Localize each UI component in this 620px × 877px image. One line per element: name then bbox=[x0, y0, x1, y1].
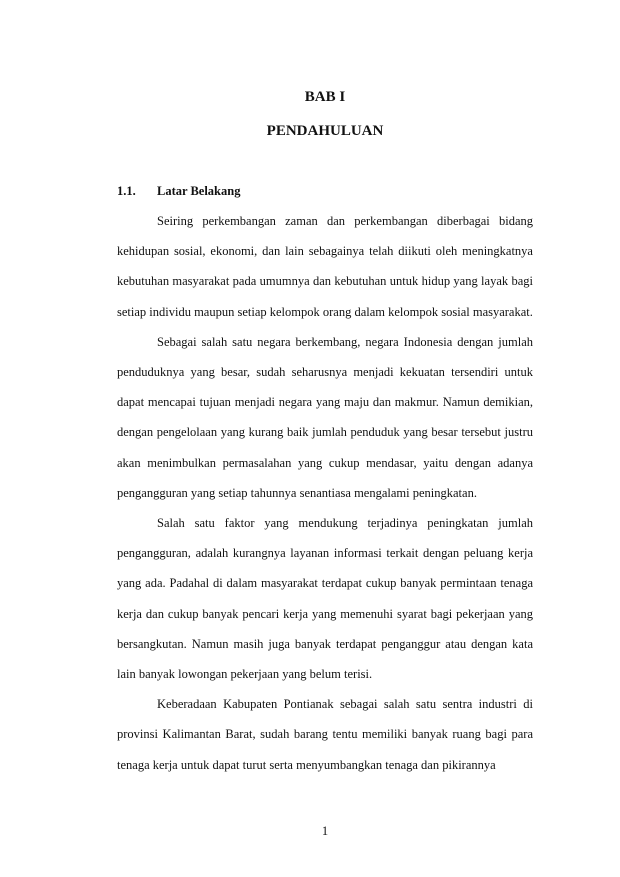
paragraph: Salah satu faktor yang mendukung terjadinya peningkatan jumlah pengangguran, adalah kurangnya layanan informasi terkait dengan peluang kerja yang ada. Padahal di dalam masyarakat terdapat cukup banyak permintaan tenaga kerja dan cukup banyak pencari kerja yang memenuhi syarat bagi pekerjaan yang bersangkutan. Namun masih juga banyak terdapat penganggur atau dengan kata lain banyak lowongan pekerjaan yang belum terisi. bbox=[117, 516, 533, 682]
paragraph: Keberadaan Kabupaten Pontianak sebagai salah satu sentra industri di provinsi Kalimantan Barat, sudah barang tentu memiliki banyak ruang bagi para tenaga kerja untuk dapat turut serta menyumbangkan tenaga dan pikirannya bbox=[117, 697, 533, 772]
body-text bbox=[117, 206, 533, 780]
chapter-number: BAB I bbox=[304, 89, 346, 105]
section-number: 1.1. bbox=[117, 184, 136, 198]
chapter-title: PENDAHULUAN bbox=[266, 123, 384, 139]
page-number: 1 bbox=[321, 824, 329, 838]
section-title: Latar Belakang bbox=[157, 184, 241, 198]
paragraph: Seiring perkembangan zaman dan perkembangan diberbagai bidang kehidupan sosial, ekonomi, dan lain sebagainya telah diikuti oleh meningkatnya kebutuhan masyarakat pada umumnya dan kebutuhan untuk hidup yang layak bagi setiap individu maupun setiap kelompok orang dalam kelompok sosial masyarakat. bbox=[117, 214, 533, 319]
paragraph: Sebagai salah satu negara berkembang, negara Indonesia dengan jumlah penduduknya yang besar, sudah seharusnya menjadi kekuatan tersendiri untuk dapat mencapai tujuan menjadi negara yang maju dan makmur. Namun demikian, dengan pengelolaan yang kurang baik jumlah penduduk yang besar tersebut justru akan menimbulkan permasalahan yang cukup mendasar, yaitu dengan adanya pengangguran yang setiap tahunnya senantiasa mengalami peningkatan. bbox=[117, 334, 533, 500]
section-heading bbox=[117, 184, 240, 199]
